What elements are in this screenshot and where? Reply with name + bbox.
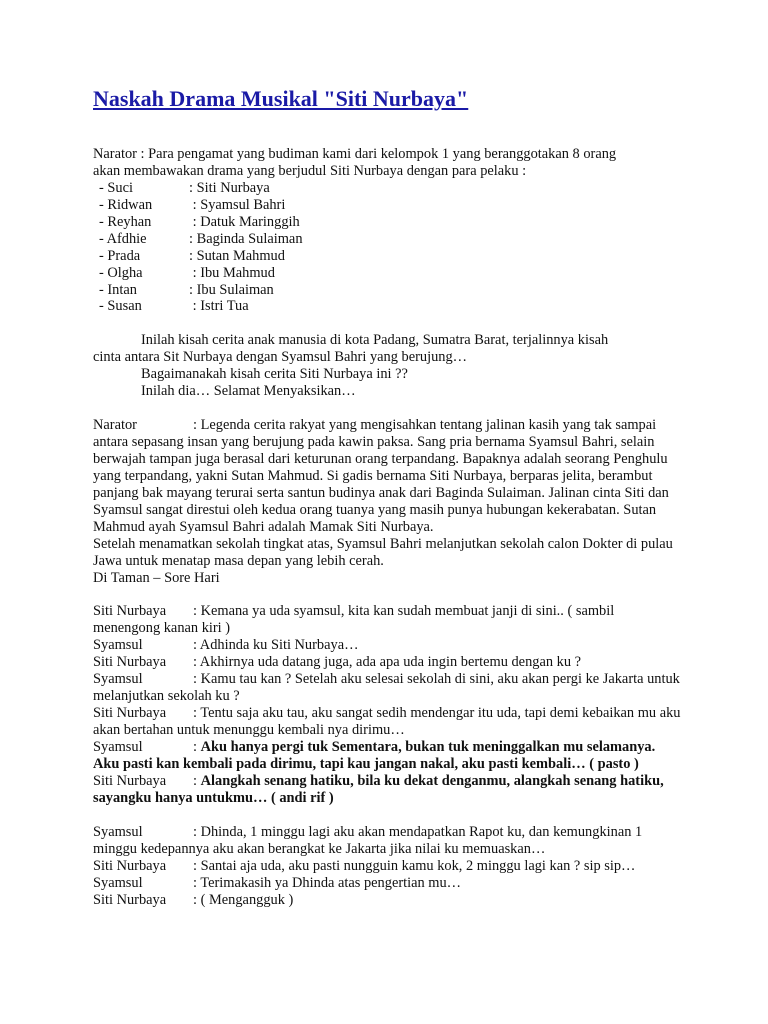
cast-role: : Syamsul Bahri [189, 196, 286, 213]
legend-speaker: Narator [93, 417, 137, 433]
story-line-4 [93, 383, 683, 400]
speaker-name: Siti Nurbaya [93, 772, 167, 789]
speaker-name: Syamsul [93, 739, 143, 756]
spacer [93, 587, 683, 604]
dialogue-line [93, 671, 683, 705]
speaker-name: Siti Nurbaya [93, 654, 167, 671]
cast-actor: - Ridwan [99, 196, 153, 213]
spacer [93, 807, 683, 824]
speaker-name: Syamsul [93, 874, 143, 891]
cast-item [93, 282, 683, 299]
scene-heading: Di Taman – Sore Hari [93, 569, 220, 586]
story-text: Inilah kisah cerita anak manusia di kota Padang, Sumatra Barat, terjalinnya kisah [141, 332, 609, 349]
speaker-name: Siti Nurbaya [93, 603, 167, 620]
dialogue-line [93, 824, 683, 858]
legend-paragraph [93, 417, 683, 536]
dialogue-text: : Terimakasih ya Dhinda atas pengertian mu… [193, 874, 462, 891]
dialogue-line [93, 637, 683, 654]
dialogue-line [93, 739, 683, 773]
cast-item [93, 214, 683, 231]
dialogue-text: : ( Mengangguk ) [193, 891, 294, 908]
cast-actor: - Prada [99, 247, 141, 264]
dialogue-line [93, 603, 683, 637]
dialogue-text: : Dhinda, 1 minggu lagi aku akan mendapatkan Rapot ku, dan kemungkinan 1 minggu kedepannya aku akan berangkat ke Jakarta jika nilai ku memuaskan… [93, 823, 643, 857]
cast-role: : Istri Tua [189, 298, 249, 315]
dialogue-section-1 [93, 603, 683, 806]
dialogue-line [93, 654, 683, 671]
speaker-name: Syamsul [93, 823, 143, 840]
spacer [93, 315, 683, 332]
dialogue-text-bold: Aku hanya pergi tuk Sementara, bukan tuk meninggalkan mu selamanya. Aku pasti kan kembali pada dirimu, tapi kau jangan nakal, aku pasti kembali… ( pasto ) [93, 739, 656, 773]
cast-item [93, 180, 683, 197]
legend-text: : Legenda cerita rakyat yang mengisahkan tentang jalinan kasih yang tak sampai antara sepasang insan yang berujung pada kawin paksa. Sang pria bernama Syamsul Bahri, selain berwajah tampan juga berasal dari keturunan orang terpandang. Bapaknya adalah seorang Penghulu yang terpandang, yakni Sutan Mahmud. Si gadis bernama Siti Nurbaya, berparas jelita, berambut panjang bak mayang terurai serta santun budinya anak dari Baginda Sulaiman. Jalinan cinta Siti dan Syamsul sangat direstui oleh kedua orang tuanya yang masih punya hubungan kekerabatan. Sutan Mahmud ayah Syamsul Bahri adalah Mamak Siti Nurbaya. [93, 417, 669, 535]
speaker-name: Siti Nurbaya [93, 705, 167, 722]
cast-item [93, 231, 683, 248]
dialogue-text: : Adhinda ku Siti Nurbaya… [193, 637, 359, 654]
cast-role: : Datuk Maringgih [189, 213, 300, 230]
cast-actor: - Susan [99, 298, 142, 315]
cast-role: : Ibu Mahmud [189, 264, 275, 281]
cast-actor: - Intan [99, 281, 137, 298]
spacer [93, 400, 683, 417]
intro-line-2: akan membawakan drama yang berjudul Siti Nurbaya dengan para pelaku : [93, 162, 527, 179]
cast-item [93, 298, 683, 315]
cast-item [93, 265, 683, 282]
story-line-2: cinta antara Sit Nurbaya dengan Syamsul Bahri yang berujung… [93, 349, 468, 366]
speaker-name: Siti Nurbaya [93, 891, 167, 908]
cast-item [93, 197, 683, 214]
intro-line-1: Narator : Para pengamat yang budiman kami dari kelompok 1 yang beranggotakan 8 orang [93, 146, 617, 162]
dialogue-line [93, 705, 683, 739]
story-text: Bagaimanakah kisah cerita Siti Nurbaya ini ?? [141, 366, 408, 383]
cast-role: : Siti Nurbaya [189, 179, 270, 196]
cast-actor: - Afdhie [99, 230, 147, 247]
story-line-3 [93, 366, 683, 383]
speaker-name: Siti Nurbaya [93, 857, 167, 874]
dialogue-line [93, 858, 683, 875]
story-text: Inilah dia… Selamat Menyaksikan… [141, 383, 356, 400]
dialogue-line [93, 892, 683, 909]
document-body [93, 146, 683, 909]
speaker-name: Syamsul [93, 671, 143, 688]
dialogue-text-bold: Alangkah senang hatiku, bila ku dekat denganmu, alangkah senang hatiku, sayangku hanya untukmu… ( andi rif ) [93, 772, 664, 806]
dialogue-text: : Santai aja uda, aku pasti nungguin kamu kok, 2 minggu lagi kan ? sip sip… [193, 857, 636, 874]
dialogue-line [93, 773, 683, 807]
cast-role: : Baginda Sulaiman [189, 230, 303, 247]
dialogue-text: : Akhirnya uda datang juga, ada apa uda ingin bertemu dengan ku ? [193, 654, 582, 671]
legend-after: Setelah menamatkan sekolah tingkat atas, Syamsul Bahri melanjutkan sekolah calon Dokter di pulau Jawa untuk menatap masa depan yang lebih cerah. [93, 535, 673, 569]
document-title[interactable]: Naskah Drama Musikal "Siti Nurbaya" [93, 86, 469, 111]
cast-actor: - Olgha [99, 264, 143, 281]
dialogue-text: : Kamu tau kan ? Setelah aku selesai sekolah di sini, aku akan pergi ke Jakarta untuk melanjutkan sekolah ku ? [93, 671, 680, 705]
speaker-name: Syamsul [93, 637, 143, 654]
dialogue-text: : Tentu saja aku tau, aku sangat sedih mendengar itu uda, tapi demi kebaikan mu aku akan bertahan untuk menunggu kembali nya dirimu… [93, 705, 681, 739]
dialogue-line [93, 875, 683, 892]
dialogue-section-2 [93, 824, 683, 909]
cast-role: : Ibu Sulaiman [189, 281, 274, 298]
cast-actor: - Reyhan [99, 213, 152, 230]
cast-role: : Sutan Mahmud [189, 247, 285, 264]
dialogue-text: : Kemana ya uda syamsul, kita kan sudah membuat janji di sini.. ( sambil menengong kanan kiri ) [93, 603, 615, 637]
cast-actor: - Suci [99, 179, 133, 196]
dialogue-text: : [193, 772, 201, 789]
cast-list [93, 180, 683, 316]
story-line-1 [93, 332, 683, 349]
cast-item [93, 248, 683, 265]
dialogue-text: : [193, 739, 201, 756]
